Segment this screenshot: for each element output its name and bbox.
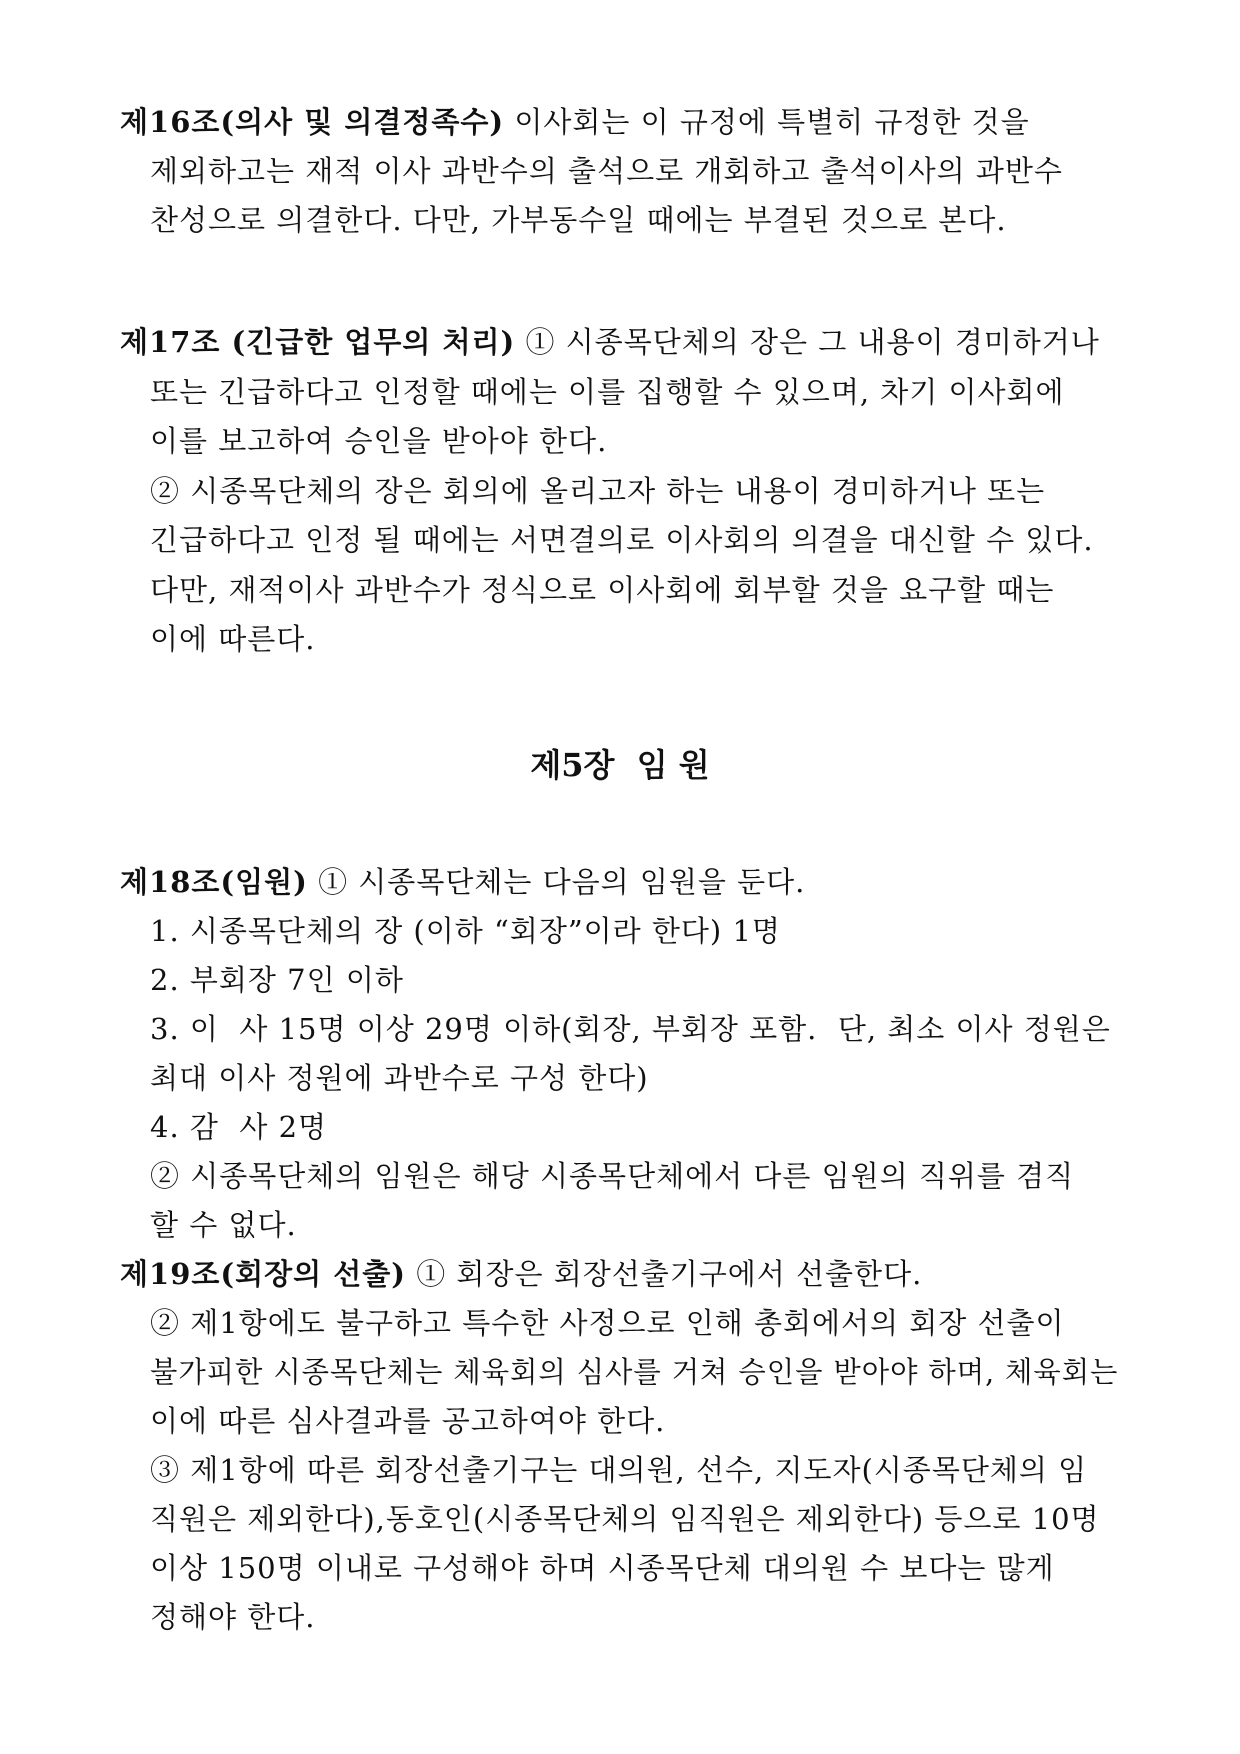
article-18-line-3: 2. 부회장 7인 이하 <box>150 963 404 997</box>
article-17-text: ① 시종목단체의 장은 그 내용이 경미하거나 <box>515 325 1100 359</box>
article-17-line-4: ② 시종목단체의 장은 회의에 올리고자 하는 내용이 경미하거나 또는 <box>150 474 1046 508</box>
article-16-heading: 제16조(의사 및 의결정족수) <box>120 105 505 139</box>
article-16-line-3: 찬성으로 의결한다. 다만, 가부동수일 때에는 부결된 것으로 본다. <box>150 203 1007 237</box>
article-17-line-2: 또는 긴급하다고 인정할 때에는 이를 집행할 수 있으며, 차기 이사회에 <box>150 375 1065 409</box>
article-18-text: ① 시종목단체는 다음의 임원을 둔다. <box>307 865 806 899</box>
article-19-line-3: 불가피한 시종목단체는 체육회의 심사를 거쳐 승인을 받아야 하며, 체육회는 <box>150 1355 1119 1389</box>
article-19-line-5: ③ 제1항에 따른 회장선출기구는 대의원, 선수, 지도자(시종목단체의 임 <box>150 1453 1088 1487</box>
article-18-line-6: 4. 감 사 2명 <box>150 1110 328 1144</box>
article-16-line-1 <box>120 102 1030 142</box>
article-16-text: 이사회는 이 규정에 특별히 규정한 것을 <box>504 105 1030 139</box>
article-18-line-2: 1. 시종목단체의 장 (이하 “회장”이라 한다) 1명 <box>150 914 781 948</box>
article-19-line-4: 이에 따른 심사결과를 공고하여야 한다. <box>150 1404 666 1438</box>
article-18-line-4: 3. 이 사 15명 이상 29명 이하(회장, 부회장 포함. 단, 최소 이사 정원은 <box>150 1012 1111 1046</box>
article-18-heading: 제18조(임원) <box>120 865 308 899</box>
article-19-line-7: 이상 150명 이내로 구성해야 하며 시종목단체 대의원 수 보다는 많게 <box>150 1551 1055 1585</box>
article-16-line-2: 제외하고는 재적 이사 과반수의 출석으로 개회하고 출석이사의 과반수 <box>150 154 1063 188</box>
article-19-heading: 제19조(회장의 선출) <box>120 1257 406 1291</box>
article-18-line-1 <box>120 862 805 902</box>
article-17-heading: 제17조 (긴급한 업무의 처리) <box>120 325 516 359</box>
article-18-line-7: ② 시종목단체의 임원은 해당 시종목단체에서 다른 임원의 직위를 겸직 <box>150 1159 1075 1193</box>
article-17-line-7: 이에 따른다. <box>150 622 316 656</box>
article-19-text: ① 회장은 회장선출기구에서 선출한다. <box>406 1257 923 1291</box>
article-18-line-8: 할 수 없다. <box>150 1208 297 1242</box>
article-19-line-8: 정해야 한다. <box>150 1600 316 1634</box>
article-17-line-6: 다만, 재적이사 과반수가 정식으로 이사회에 회부할 것을 요구할 때는 <box>150 573 1055 607</box>
article-17-line-3: 이를 보고하여 승인을 받아야 한다. <box>150 424 608 458</box>
article-17-line-1 <box>120 322 1100 362</box>
article-19-line-6: 직원은 제외한다),동호인(시종목단체의 임직원은 제외한다) 등으로 10명 <box>150 1502 1100 1536</box>
article-19-line-2: ② 제1항에도 불구하고 특수한 사정으로 인해 총회에서의 회장 선출이 <box>150 1306 1065 1340</box>
article-18-line-5: 최대 이사 정원에 과반수로 구성 한다) <box>150 1061 649 1095</box>
chapter-5-title: 제5장 임 원 <box>530 746 710 784</box>
article-17-line-5: 긴급하다고 인정 될 때에는 서면결의로 이사회의 의결을 대신할 수 있다. <box>150 523 1094 557</box>
article-19-line-1 <box>120 1254 922 1294</box>
